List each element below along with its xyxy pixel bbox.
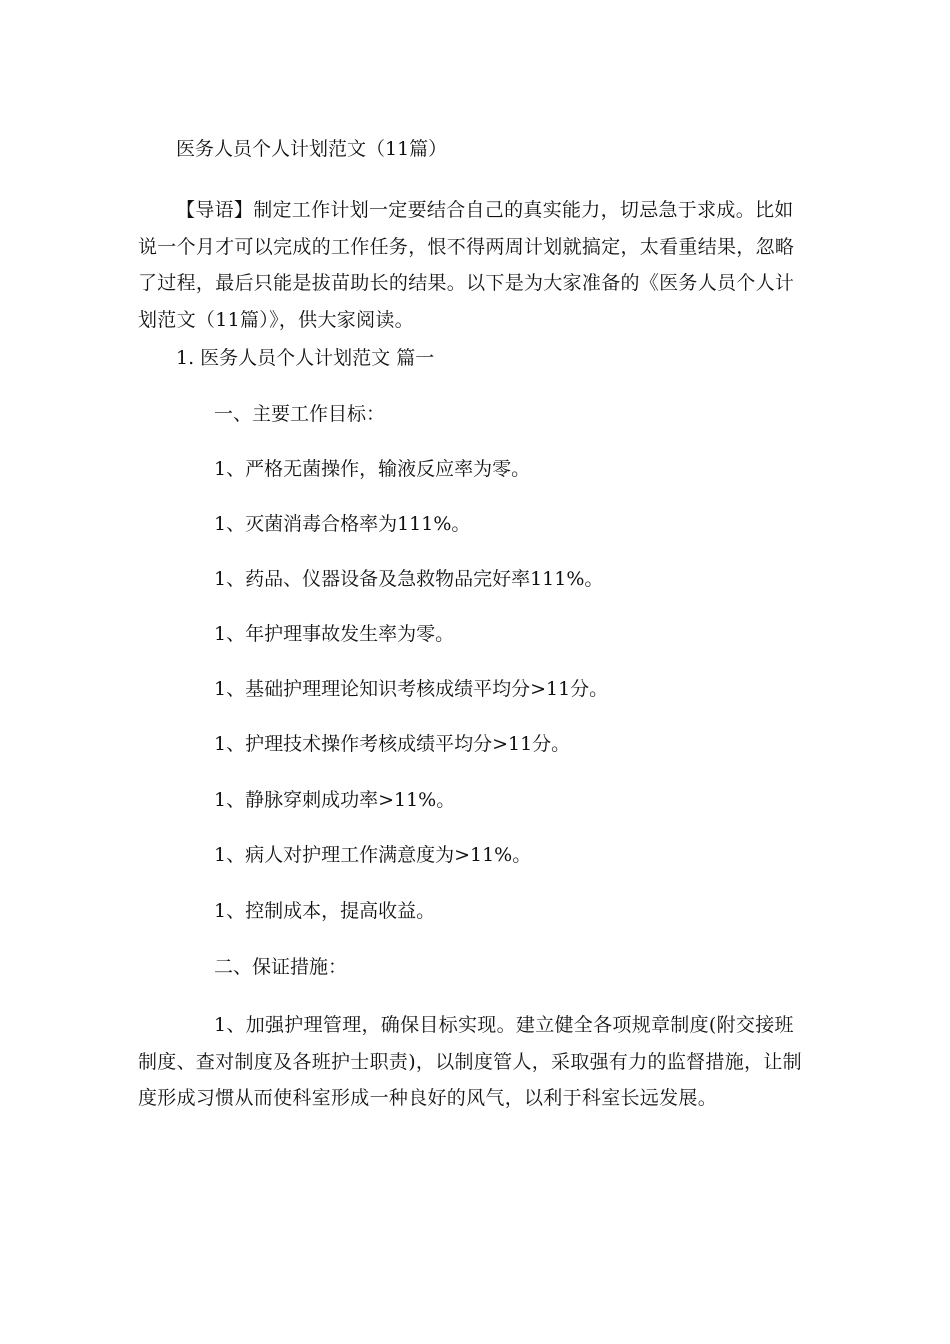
goal-item: 1、药品、仪器设备及急救物品完好率111%。 (214, 568, 604, 590)
document-title: 医务人员个人计划范文（11篇） (176, 138, 448, 160)
measures-heading: 二、保证措施： (214, 956, 348, 978)
goal-item: 1、护理技术操作考核成绩平均分>11分。 (214, 733, 571, 755)
goal-item: 1、基础护理理论知识考核成绩平均分>11分。 (214, 678, 609, 700)
measure-paragraph: 1、加强护理管理，确保目标实现。建立健全各项规章制度(附交接班制度、查对制度及各班护士职责)，以制度管人，采取强有力的监督措施，让制度形成习惯从而使科室形成一种良好的风气，以利于科室长远发展。 (138, 1014, 802, 1109)
goal-item: 1、病人对护理工作满意度为>11%。 (214, 844, 532, 866)
goals-heading: 一、主要工作目标： (214, 403, 386, 425)
goal-item: 1、控制成本，提高收益。 (214, 900, 436, 922)
goal-item: 1、严格无菌操作，输液反应率为零。 (214, 458, 531, 480)
section-title: 1. 医务人员个人计划范文 篇一 (176, 347, 435, 369)
intro-paragraph: 【导语】制定工作计划一定要结合自己的真实能力，切忌急于求成。比如说一个月才可以完成的工作任务，恨不得两周计划就搞定，太看重结果，忽略了过程，最后只能是拔苗助长的结果。以下是为大家准备的《医务人员个人计划范文（11篇）》，供大家阅读。 (138, 199, 795, 331)
goal-item: 1、静脉穿刺成功率>11%。 (214, 789, 456, 811)
goal-item: 1、年护理事故发生率为零。 (214, 623, 455, 645)
goal-item: 1、灭菌消毒合格率为111%。 (214, 513, 471, 535)
